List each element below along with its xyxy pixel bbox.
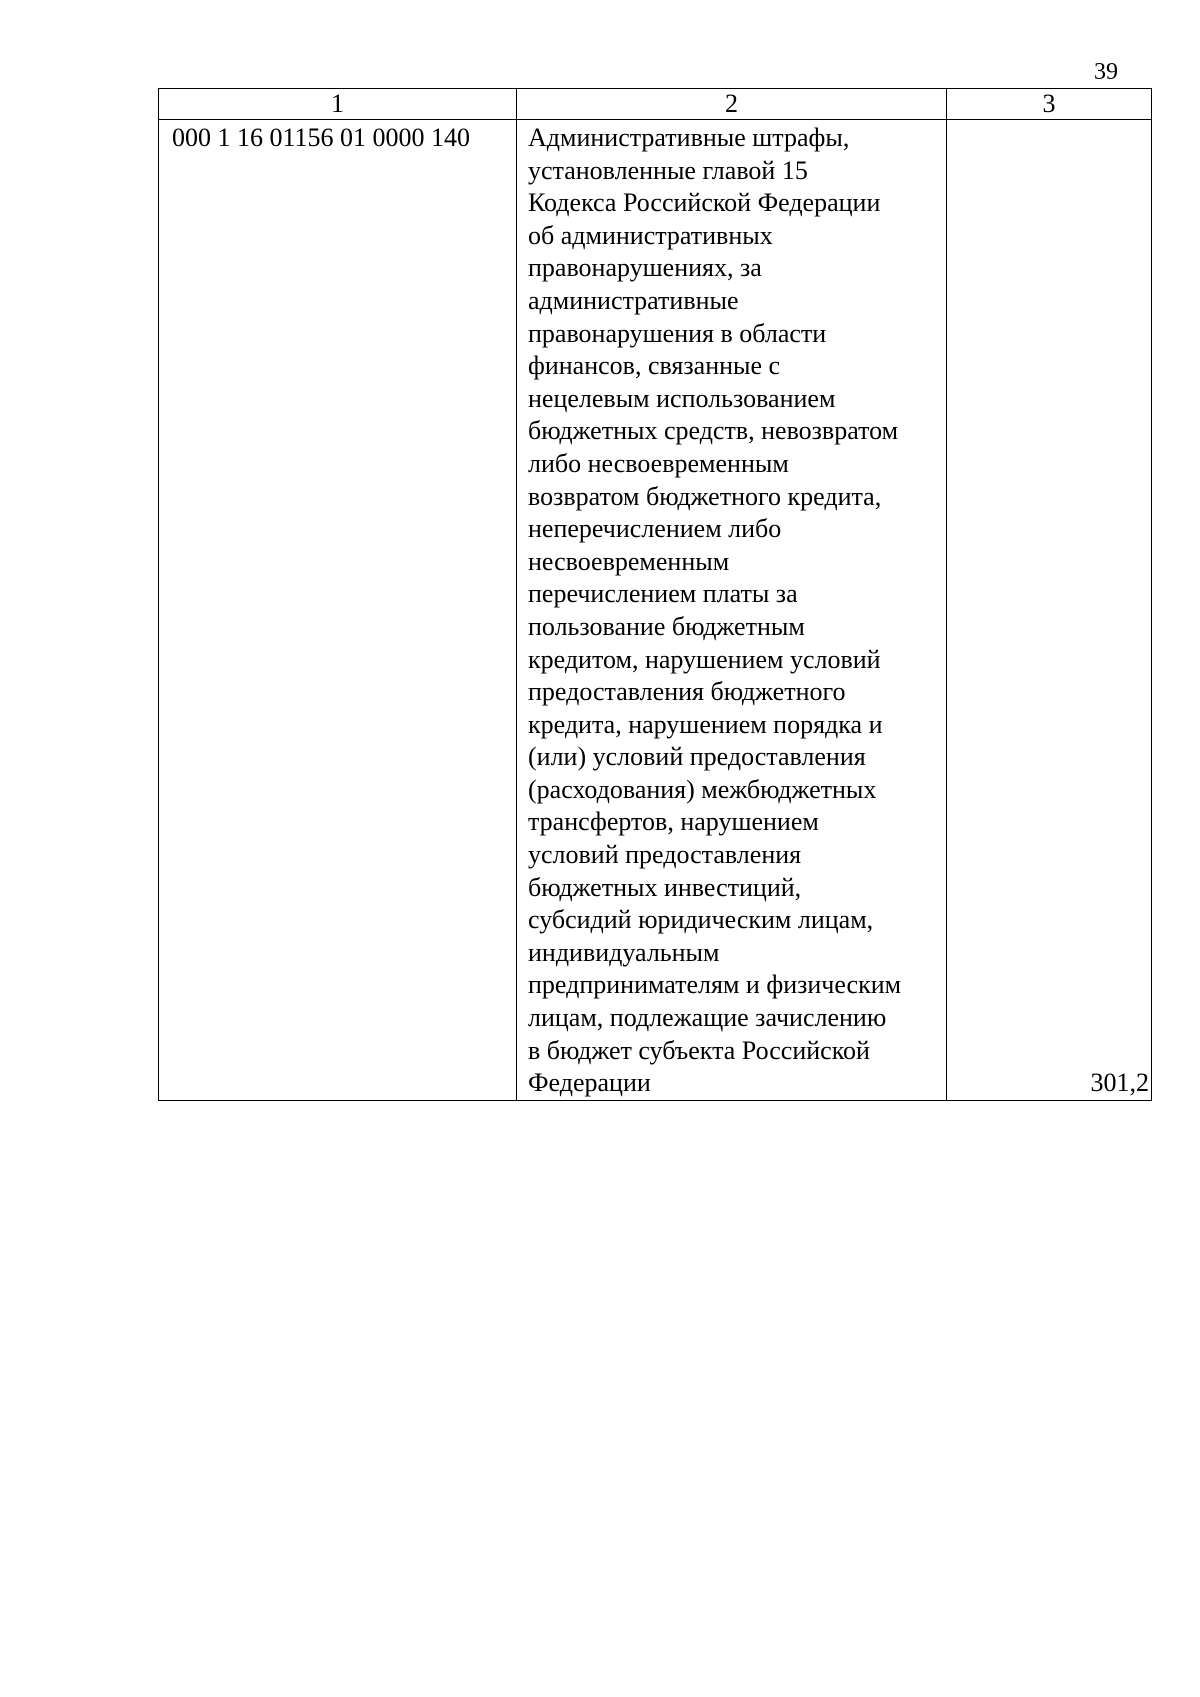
description-line: финансов, связанные с [528, 351, 781, 381]
amount-value: 301,2 [947, 120, 1152, 1101]
description-line: несвоевременным [528, 546, 730, 576]
description-line: пользование бюджетным [528, 611, 805, 641]
description-line: кредитом, нарушением условий [528, 644, 881, 674]
description-line: возвратом бюджетного кредита, [528, 481, 882, 511]
description-line: предоставления бюджетного [528, 677, 846, 707]
description-line: индивидуальным [528, 937, 720, 967]
budget-classification-code: 000 1 16 01156 01 0000 140 [159, 120, 517, 1101]
description-line: либо несвоевременным [528, 448, 789, 478]
description-line: бюджетных инвестиций, [528, 872, 802, 902]
column-header-3: 3 [947, 89, 1152, 120]
table-row [159, 120, 1152, 1101]
description-line: Федерации [528, 1068, 651, 1098]
description-line: в бюджет субъекта Российской [528, 1035, 870, 1065]
description-line: трансфертов, нарушением [528, 807, 819, 837]
description-line: бюджетных средств, невозвратом [528, 416, 899, 446]
description-line: Административные штрафы, [528, 123, 850, 152]
description-line: правонарушения в области [528, 318, 827, 348]
description-line: об административных [528, 220, 773, 250]
table-header-row [159, 89, 1152, 120]
description-line: условий предоставления [528, 840, 802, 870]
revenue-description [517, 120, 947, 1101]
description-line: административные [528, 285, 739, 315]
column-header-2: 2 [517, 89, 947, 120]
description-line: предпринимателям и физическим [528, 970, 902, 1000]
description-line: правонарушениях, за [528, 253, 762, 283]
revenue-description-lines [528, 122, 940, 1100]
budget-revenue-table [158, 88, 1152, 1101]
description-line: лицам, подлежащие зачислению [528, 1003, 887, 1033]
description-line: (или) условий предоставления [528, 742, 866, 772]
description-line: кредита, нарушением порядка и [528, 709, 883, 739]
description-line: субсидий юридическим лицам, [528, 905, 874, 935]
description-line: установленные главой 15 [528, 155, 808, 185]
description-line: Кодекса Российской Федерации [528, 188, 881, 218]
column-header-1: 1 [159, 89, 517, 120]
page-number: 39 [1094, 59, 1118, 85]
description-line: (расходования) межбюджетных [528, 774, 877, 804]
description-line: нецелевым использованием [528, 383, 836, 413]
description-line: перечислением платы за [528, 579, 798, 609]
description-line: неперечислением либо [528, 514, 782, 544]
